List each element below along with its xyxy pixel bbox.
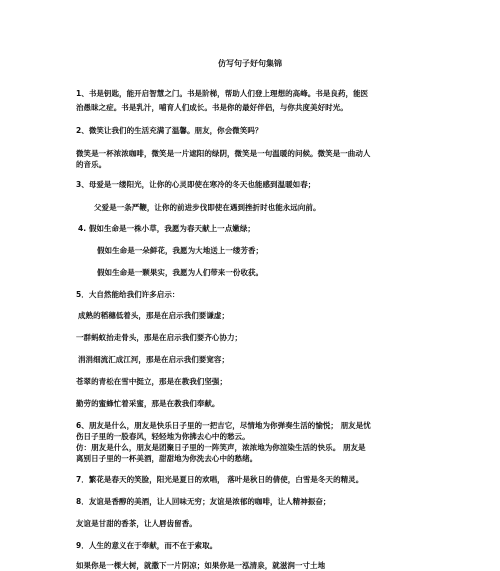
line-7: 父爱是一条严鞭，让你的前进步伐即使在遇到挫折时也能永远向前。 xyxy=(94,203,321,212)
document-title: 仿写句子好句集锦 xyxy=(218,59,282,68)
line-18: 伤日子里的一股春风，轻轻地为你拂去心中的愁云。 xyxy=(76,432,250,441)
line-2: 治愚昧之症。书是乳汁，哺育人们成长。书是你的最好伴侣，与你共度美好时光。 xyxy=(76,103,348,112)
line-14: 涓涓细流汇成江河，那是在启示我们要宽容； xyxy=(78,355,229,364)
line-9: 假如生命是一朵鲜花，我愿为大地送上一缕芳香； xyxy=(97,246,264,255)
line-8: 4. 假如生命是一株小草，我愿为春天献上一点嫩绿； xyxy=(78,224,255,233)
line-1: 1、书是钥匙，能开启智慧之门。书是阶梯，帮助人们登上理想的高峰。书是良药，能医 xyxy=(76,89,369,98)
line-21: 7．繁花是春天的笑脸，阳光是夏日的欢唱， 落叶是秋日的倩使，白雪是冬天的精灵。 xyxy=(76,475,364,484)
line-13: 一群蚂蚁抬走骨头，那是在启示我们要齐心协力； xyxy=(76,333,243,342)
line-16: 勤劳的蜜蜂忙着采蜜，那是在教我们奉献。 xyxy=(76,399,220,408)
line-11: 5．大自然能给我们许多启示： xyxy=(76,290,180,299)
line-23: 友谊是甘甜的香茶，让人唇齿留香。 xyxy=(76,519,197,528)
line-10: 假如生命是一颗果实，我愿为人们带来一份收获。 xyxy=(97,268,264,277)
line-19: 仿：朋友是什么，朋友是团聚日子里的一阵笑声，浓浓地为你渲染生活的快乐。 朋友是 xyxy=(76,443,366,452)
line-5: 的音乐。 xyxy=(76,160,107,169)
line-4: 微笑是一杯浓浓咖啡，微笑是一片遮阳的绿阴，微笑是一句温暖的问候。微笑是一曲动人 xyxy=(76,149,371,158)
line-17: 6、朋友是什么，朋友是快乐日子里的一把吉它，尽情地为你弹奏生活的愉悦； 朋友是忧 xyxy=(76,421,371,430)
line-25: 如果你是一棵大树，就撒下一片阴凉；如果你是一泓清泉，就滋润一寸土地 xyxy=(76,561,326,570)
line-20: 离别日子里的一杯美酒，甜甜地为你洗去心中的愁绪。 xyxy=(76,454,258,463)
line-22: 8．友谊是香醇的美酒，让人回味无穷；友谊是浓郁的咖啡，让人精神振奋； xyxy=(76,497,331,506)
line-3: 2、微笑让我们的生活充满了温馨。朋友，你会微笑吗？ xyxy=(76,126,263,135)
line-15: 苍翠的青松在雪中挺立，那是在教我们坚强； xyxy=(76,377,227,386)
line-24: 9．人生的意义在于奉献，而不在于索取。 xyxy=(76,541,218,550)
line-6: 3、母爱是一缕阳光，让你的心灵即使在寒冷的冬天也能感到温暖如春； xyxy=(76,180,316,189)
line-12: 成熟的稻穗低着头，那是在启示我们要谦虚； xyxy=(78,311,229,320)
